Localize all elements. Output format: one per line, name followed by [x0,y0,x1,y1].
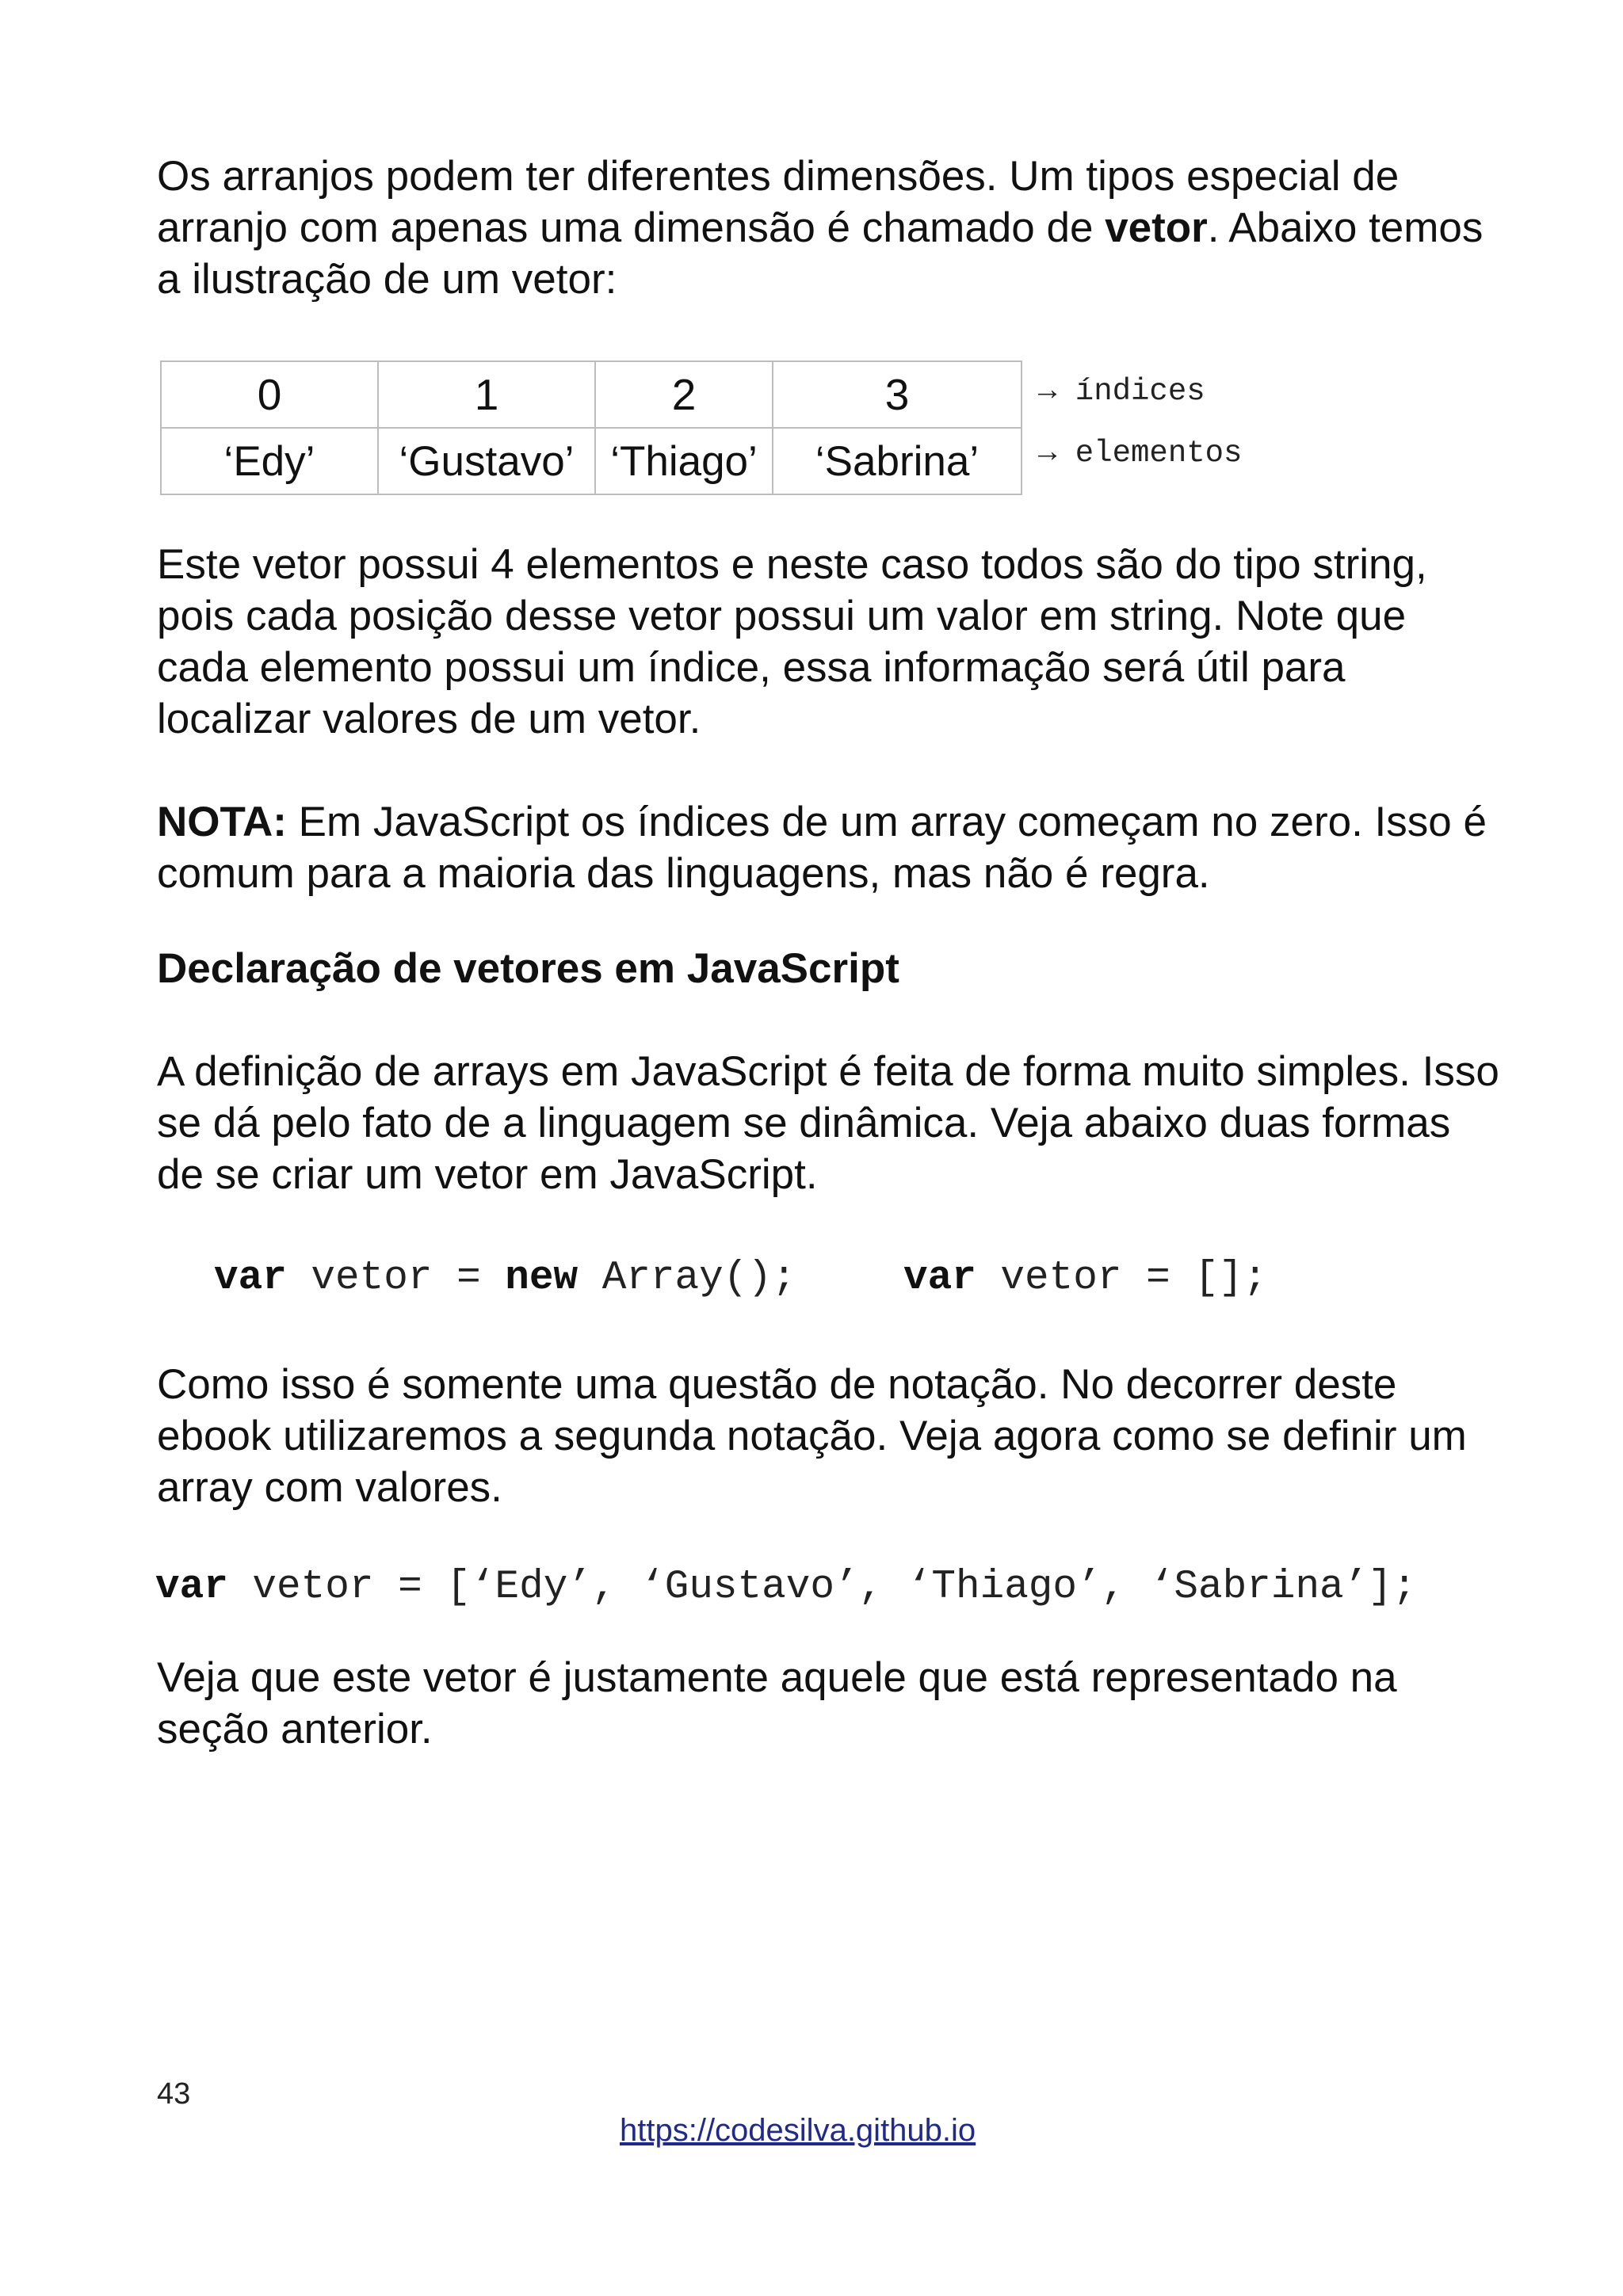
code-text: vetor = []; [976,1256,1268,1301]
element-cell: ‘Gustavo’ [378,428,595,494]
code-text: vetor = [286,1256,506,1301]
footer-link[interactable]: https://codesilva.github.io [620,2113,976,2148]
code-snippet-literal [903,1256,1267,1301]
note-paragraph [157,796,1488,899]
note-label: NOTA: [157,799,287,845]
index-cell: 1 [378,361,595,428]
code-snippet-new-array [214,1256,796,1301]
section-heading: Declaração de vetores em JavaScript [157,945,899,992]
intro-bold-term: vetor [1105,204,1208,251]
code-keyword: var [155,1565,228,1610]
index-cell: 3 [773,361,1022,428]
vector-illustration-table [160,360,1022,495]
vector-description-paragraph: Este vetor possui 4 elementos e neste caso todos são do tipo string, pois cada posição desse vetor possui um valor em string. Note que cada elemento possui um índice, essa informação será útil para localizar valores de um vetor. [157,541,1427,742]
code-keyword: var [214,1256,287,1301]
page-number: 43 [157,2077,191,2111]
intro-paragraph [157,151,1488,305]
code-keyword: var [903,1256,976,1301]
element-cell: ‘Thiago’ [595,428,773,494]
code-text: vetor = [‘Edy’, ‘Gustavo’, ‘Thiago’, ‘Sabrina’]; [227,1565,1417,1610]
element-cell: ‘Edy’ [161,428,378,494]
intro-text-after: . Abaixo temos a ilustração de um vetor: [157,204,1484,303]
element-cell: ‘Sabrina’ [773,428,1022,494]
indices-row [161,361,1022,428]
closing-paragraph: Veja que este vetor é justamente aquele que está representado na seção anterior. [157,1654,1397,1753]
intro-text-before: Os arranjos podem ter diferentes dimensões. Um tipos especial de arranjo com apenas uma dimensão é chamado de [157,153,1400,251]
legend-elements: → elementos [1038,436,1243,471]
code-text: Array(); [578,1256,796,1301]
legend-indices: → índices [1038,374,1205,409]
code-keyword: new [505,1256,579,1301]
elements-row [161,428,1022,494]
notation-paragraph: Como isso é somente uma questão de notação. No decorrer deste ebook utilizaremos a segunda notação. Veja agora como se definir um array com valores. [157,1361,1467,1511]
index-cell: 2 [595,361,773,428]
definition-paragraph: A definição de arrays em JavaScript é feita de forma muito simples. Isso se dá pelo fato de a linguagem se dinâmica. Veja abaixo duas formas de se criar um vetor em JavaScript. [157,1048,1499,1198]
code-snippet-with-values [155,1565,1416,1610]
index-cell: 0 [161,361,378,428]
note-text: Em JavaScript os índices de um array começam no zero. Isso é comum para a maioria das linguagens, mas não é regra. [157,799,1487,897]
